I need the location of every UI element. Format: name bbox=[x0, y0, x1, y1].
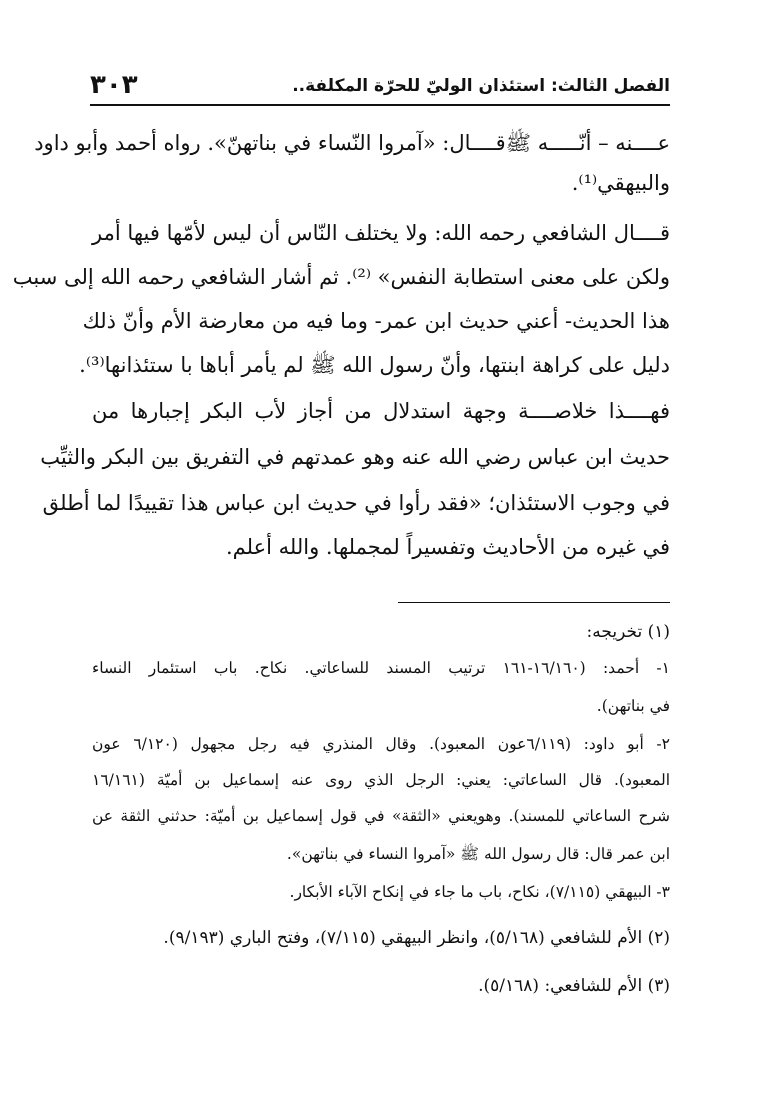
text-line: فهــــذا خلاصــــة وجهة استدلال من أجاز لأب البكر إجبارها من bbox=[92, 399, 670, 423]
footnote-line: ٢- أبو داود: (٦/١١٩عون المعبود). وقال المنذري فيه رجل مجهول (٦/١٢٠ عون bbox=[92, 735, 670, 753]
chapter-title: الفصل الثالث: استئذان الوليّ للحرّة المكلفة.. bbox=[292, 76, 670, 96]
footnote-line: (١) تخريجه: bbox=[586, 622, 670, 642]
footnote-divider bbox=[398, 602, 670, 603]
header-divider bbox=[90, 104, 670, 106]
footnote-line: ابن عمر قال: قال رسول الله ﷺ «آمروا النساء في بناتهن». bbox=[286, 845, 670, 863]
text-line: حديث ابن عباس رضي الله عنه وهو عمدتهم في التفريق بين البكر والثيِّب bbox=[40, 445, 670, 469]
footnote-line: في بناتهن). bbox=[596, 697, 670, 715]
page-header bbox=[90, 70, 670, 104]
text-line: ولكن على معنى استطابة النفس» ⁽²⁾. ثم أشار الشافعي رحمه الله إلى سبب bbox=[12, 265, 670, 289]
text-line: في غيره من الأحاديث وتفسيراً لمجملها. والله أعلم. bbox=[225, 535, 670, 559]
text-line: والبيهقي⁽¹⁾. bbox=[571, 171, 670, 195]
footnote-line: ٣- البيهقي (٧/١١٥)، نكاح، باب ما جاء في إنكاح الآباء الأبكار. bbox=[289, 883, 670, 901]
footnote-line: (٢) الأم للشافعي (٥/١٦٨)، وانظر البيهقي (٧/١١٥)، وفتح الباري (٩/١٩٣). bbox=[163, 928, 670, 948]
footnote-line: شرح الساعاتي للمسند). وهويعني «الثقة» في قول إسماعيل بن أميّة: حدثني الثقة عن bbox=[92, 807, 670, 825]
text-line: في وجوب الاستئذان؛ «فقد رأوا في حديث ابن عباس هذا تقييدًا لما أطلق bbox=[42, 491, 670, 515]
footnote-line: ١- أحمد: (١٦/١٦٠-١٦١ ترتيب المسند للساعاتي. نكاح. باب استئمار النساء bbox=[92, 659, 670, 677]
text-line: قــــال الشافعي رحمه الله: ولا يختلف النّاس أن ليس لأمّها فيها أمر bbox=[92, 221, 670, 245]
text-line: دليل على كراهة ابنتها، وأنّ رسول الله ﷺ لم يأمر أباها با ستئذانها⁽³⁾. bbox=[79, 353, 670, 377]
page-number: ٣٠٣ bbox=[90, 70, 138, 100]
footnote-line: (٣) الأم للشافعي: (٥/١٦٨). bbox=[478, 976, 670, 996]
footnote-line: المعبود). قال الساعاتي: يعني: الرجل الذي روى عنه إسماعيل بن أميّة (١٦/١٦١ bbox=[92, 771, 670, 789]
text-line: عــــنه – أنّـــــه ﷺقــــال: «آمروا النّساء في بناتهنّ». رواه أحمد وأبو داود bbox=[34, 131, 670, 155]
text-line: هذا الحديث- أعني حديث ابن عمر- وما فيه من معارضة الأم وأنّ ذلك bbox=[82, 309, 670, 333]
